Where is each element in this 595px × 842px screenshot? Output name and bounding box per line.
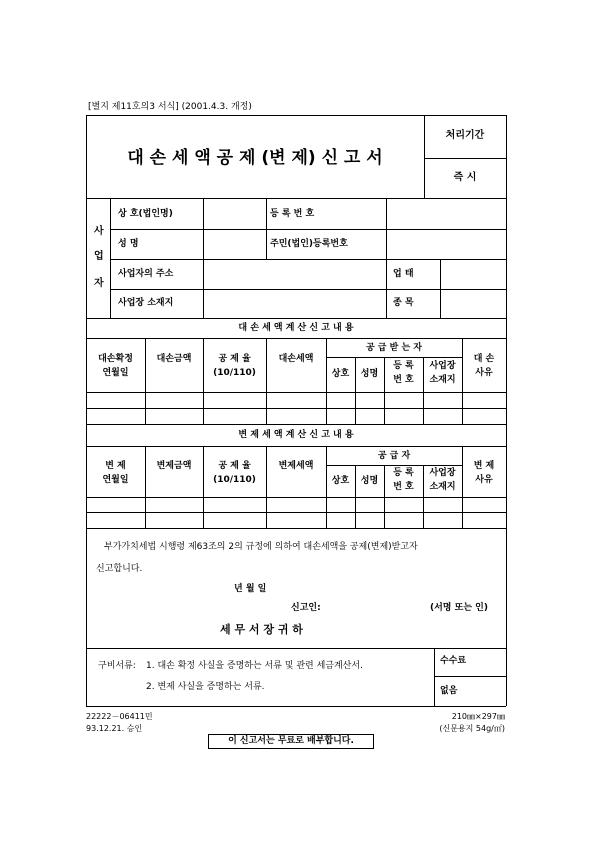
repay-date-header-2: 연월일 (102, 475, 129, 485)
bad-debt-supplier-header: 공 급 받 는 자 (365, 343, 422, 353)
repay-rate-header-1: 공 제 율 (218, 461, 251, 471)
attachment-item-1: 1. 대손 확정 사실을 증명하는 서류 및 관련 세금계산서. (146, 661, 363, 671)
bad-debt-date-header-2: 연월일 (102, 368, 129, 378)
repay-rate-header-2: (10/110) (213, 475, 256, 485)
declaration-date: 년 월 일 (234, 584, 267, 594)
bad-debt-reg-no-header-1: 등 록 (393, 361, 414, 371)
repay-reg-no-header-1: 등 록 (393, 468, 414, 478)
repay-supplier-header: 공 급 자 (377, 451, 411, 461)
trade-name-label: 상 호(법인명) (118, 209, 173, 219)
bad-debt-date-header-1: 대손확정 (98, 354, 133, 364)
processing-period-label: 처리기간 (445, 130, 485, 141)
bad-debt-rate-header-2: (10/110) (213, 368, 256, 378)
processing-period-value: 즉 시 (453, 172, 477, 183)
repay-tax-header: 변제세액 (278, 461, 314, 471)
repay-date-header-1: 변 제 (105, 461, 126, 471)
business-side-label-3: 자 (94, 278, 104, 289)
business-side-label-1: 사 (94, 226, 104, 237)
declarant-label: 신고인: (291, 603, 321, 613)
form-number-note: [별지 제11호의3 서식] (2001.4.3. 개정) (88, 102, 252, 112)
bad-debt-rate-header-1: 공 제 율 (218, 354, 251, 364)
declaration-text-line-1: 부가가치세법 시행령 제63조의 2의 규정에 의하여 대손세액을 공제(변제)받고자 (104, 542, 418, 552)
bad-debt-name-header: 성명 (360, 369, 379, 379)
approval-date: 93.12.21. 승인 (86, 724, 143, 733)
business-type-label: 업 태 (393, 269, 414, 279)
address-label: 사업자의 주소 (118, 269, 174, 279)
form-right-border (506, 115, 507, 706)
attachments-top-border (86, 648, 506, 649)
bad-debt-reason-header-1: 대 손 (473, 354, 495, 364)
repay-location-header-2: 소재지 (429, 482, 456, 492)
registration-number-label: 등 록 번 호 (270, 209, 315, 219)
addressee: 세 무 서 장 귀 하 (220, 623, 303, 636)
bad-debt-reg-no-header-2: 번 호 (393, 375, 414, 385)
repay-reg-no-header-2: 번 호 (393, 482, 414, 492)
fee-label: 수수료 (440, 656, 467, 666)
form-code: 22222－06411민 (86, 712, 153, 721)
bad-debt-location-header-2: 소재지 (429, 375, 456, 385)
form-bottom-border (86, 706, 506, 707)
form-left-border (86, 115, 87, 706)
paper-spec: (신문용지 54g/㎡) (439, 724, 505, 733)
paper-size: 210㎜×297㎜ (451, 712, 505, 721)
business-location-label: 사업장 소재지 (118, 298, 174, 308)
declaration-text-line-2: 신고합니다. (96, 564, 143, 574)
resident-registration-label: 주민(법인)등록번호 (270, 239, 348, 249)
business-side-label-2: 업 (94, 251, 104, 262)
bad-debt-trade-name-header: 상호 (331, 369, 350, 379)
form-title: 대 손 세 액 공 제 (변 제) 신 고 서 (127, 148, 383, 168)
title-bottom-border (86, 198, 506, 199)
attachments-label: 구비서류: (98, 661, 136, 671)
bad-debt-location-header-1: 사업장 (429, 361, 456, 371)
repay-amount-header: 변제금액 (156, 461, 192, 471)
repay-trade-name-header: 상호 (331, 476, 350, 486)
business-item-label: 종 목 (393, 298, 414, 308)
signature-label: (서명 또는 인) (430, 603, 488, 613)
name-label: 성 명 (118, 239, 139, 249)
repay-reason-header-1: 변 제 (473, 461, 495, 471)
bad-debt-reason-header-2: 사유 (475, 368, 493, 378)
repay-name-header: 성명 (360, 476, 379, 486)
form-top-border (86, 115, 506, 116)
processing-divider (424, 158, 506, 159)
repay-section-title: 변 제 세 액 계 산 신 고 내 용 (238, 430, 354, 440)
bad-debt-amount-header: 대손금액 (156, 354, 192, 364)
fee-value: 없음 (440, 686, 458, 696)
title-divider (424, 115, 425, 198)
repay-location-header-1: 사업장 (429, 468, 456, 478)
repay-reason-header-2: 사유 (475, 475, 493, 485)
attachment-item-2: 2. 변제 사실을 증명하는 서류. (146, 682, 265, 692)
bad-debt-tax-header: 대손세액 (278, 354, 314, 364)
bad-debt-section-title: 대 손 세 액 계 산 신 고 내 용 (238, 323, 354, 333)
free-distribution-notice: 이 신고서는 무료로 배부합니다. (208, 734, 374, 749)
